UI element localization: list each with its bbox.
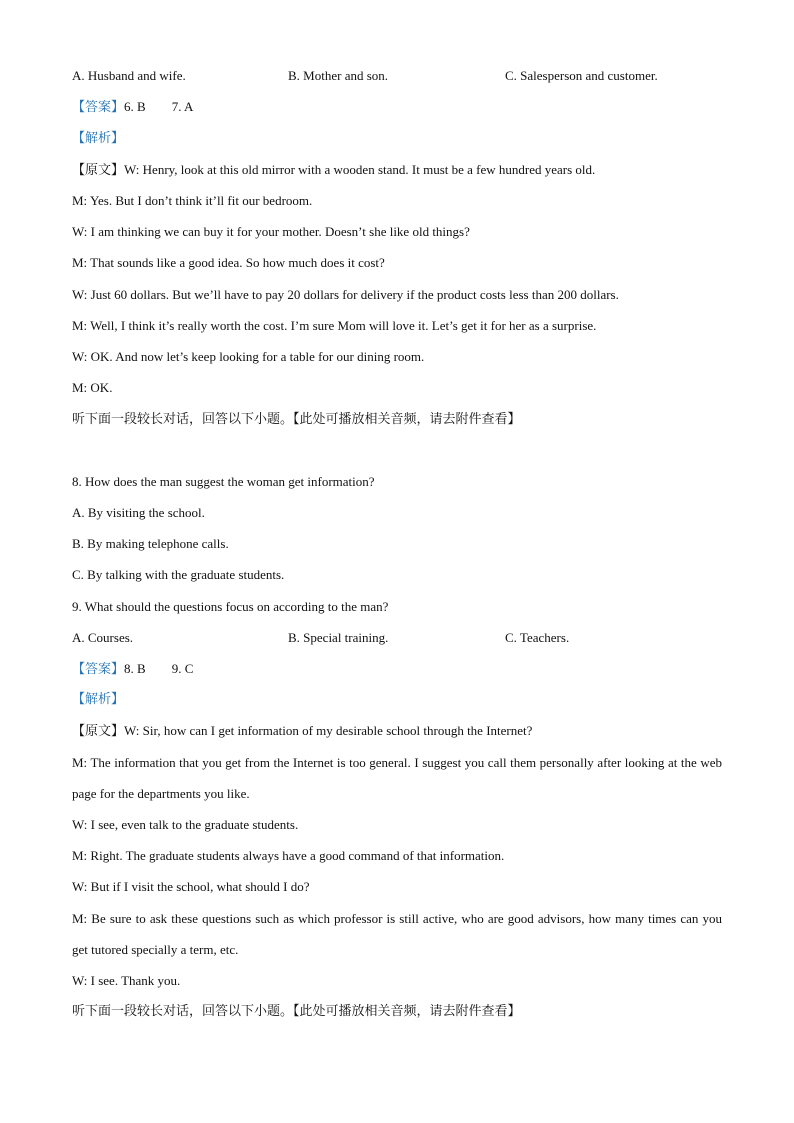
transcript-line: W: Just 60 dollars. But we’ll have to pay 20 dollars for delivery if the product costs less than 200 dollars.: [72, 287, 619, 302]
transcript-tag: 【原文】: [72, 724, 125, 739]
transcript-line: M: Right. The graduate students always have a good command of that information.: [72, 848, 505, 863]
answer-tag: 【答案】: [72, 100, 125, 115]
transcript-line: W: I am thinking we can buy it for your mother. Doesn’t she like old things?: [72, 224, 470, 239]
question-9: 9. What should the questions focus on according to the man?: [72, 599, 389, 614]
transcript-line: W: OK. And now let’s keep looking for a table for our dining room.: [72, 349, 425, 364]
q7-option-a: A. Husband and wife.: [72, 68, 186, 83]
answer-6: 6. B: [124, 99, 146, 114]
listening-instruction: 听下面一段较长对话，回答以下小题。【此处可播放相关音频，请去附件查看】: [72, 412, 521, 427]
transcript-line: W: I see, even talk to the graduate students.: [72, 817, 299, 832]
q7-option-c: C. Salesperson and customer.: [505, 68, 658, 83]
answer-8: 8. B: [124, 661, 146, 676]
answer-7: 7. A: [171, 99, 194, 114]
q8-option-c: C. By talking with the graduate students.: [72, 567, 285, 582]
analysis-tag: 【解析】: [72, 131, 125, 146]
transcript-line: W: But if I visit the school, what should I do?: [72, 879, 310, 894]
listening-instruction: 听下面一段较长对话，回答以下小题。【此处可播放相关音频，请去附件查看】: [72, 1004, 521, 1019]
q9-option-c: C. Teachers.: [505, 630, 570, 645]
q9-option-b: B. Special training.: [288, 630, 389, 645]
answer-tag: 【答案】: [72, 662, 125, 677]
q8-option-a: A. By visiting the school.: [72, 505, 205, 520]
answer-line-2: [72, 660, 193, 679]
transcript-line: 【原文】W: Sir, how can I get information of my desirable school through the Internet?: [72, 723, 533, 739]
transcript-line: M: The information that you get from the Internet is too general. I suggest you call them personally after looking at the web page for the departments you like.: [72, 755, 722, 801]
analysis-tag: 【解析】: [72, 692, 125, 707]
transcript-line: M: Yes. But I don’t think it’ll fit our bedroom.: [72, 193, 313, 208]
transcript-line: M: Well, I think it’s really worth the cost. I’m sure Mom will love it. Let’s get it for her as a surprise.: [72, 318, 597, 333]
transcript-line: M: Be sure to ask these questions such as which professor is still active, who are good advisors, how many times can you get tutored specially a term, etc.: [72, 911, 722, 957]
transcript-tag: 【原文】: [72, 163, 125, 178]
transcript-line: W: I see. Thank you.: [72, 973, 181, 988]
transcript-line: M: That sounds like a good idea. So how much does it cost?: [72, 255, 385, 270]
question-8: 8. How does the man suggest the woman get information?: [72, 474, 375, 489]
q9-option-a: A. Courses.: [72, 630, 134, 645]
q7-option-b: B. Mother and son.: [288, 68, 389, 83]
transcript-line: 【原文】W: Henry, look at this old mirror with a wooden stand. It must be a few hundred years old.: [72, 162, 596, 178]
answer-line-1: [72, 98, 193, 117]
q8-option-b: B. By making telephone calls.: [72, 536, 229, 551]
answer-9: 9. C: [171, 661, 194, 676]
transcript-line: M: OK.: [72, 380, 113, 395]
